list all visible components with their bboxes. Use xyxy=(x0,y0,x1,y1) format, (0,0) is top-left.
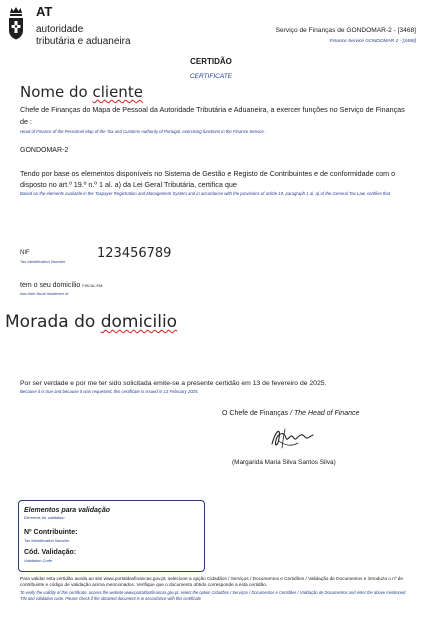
service-name: GONDOMAR-2 xyxy=(20,147,69,154)
footer-instructions-translation: To verify the validity of this certificate, access the website www.portaldasfinancas.gov.pt, select the option Cidadãos / Serviços / Documentos e Certidões / Validação de Documentos and enter the above mentioned TIN and validation code. Please check if the obtained document is in accordance with this certificate xyxy=(20,590,406,601)
validation-tin-label: Nº Contribuinte: xyxy=(24,529,78,536)
logo-text-line2: tributária e aduaneira xyxy=(36,36,131,47)
validation-title: Elementos para validação xyxy=(24,507,110,514)
document-title-translation: CERTIFICATE xyxy=(189,73,232,80)
validation-tin-label-translation: Tax Identification Number xyxy=(24,538,70,543)
logo-text-line1: autoridade xyxy=(36,24,84,35)
basis-paragraph-translation: Based on the elements available in the Taxpayer Registration and Management System and in accordance with the provisions of article 19, paragraph 1 al. a) of the General Tax Law, certifies that xyxy=(20,191,391,196)
intro-paragraph: Chefe de Finanças do Mapa de Pessoal da Autoridade Tributária e Aduaneira, a exercer funções no Serviço de Finanças de : xyxy=(20,105,405,126)
issuing-service-translation: Finance Service GONDOMAR-2 - [3468] xyxy=(329,39,416,44)
validation-title-translation: Elements for validation xyxy=(24,515,65,520)
footer-instructions: Para validar esta certidão aceda ao site www.portaldasfinancas.gov.pt, selecione a opção Cidadãos / Serviços / Documentos e Certidões / Validação de Documentos e introduza o nº de contribuinte e código de validação acima mencionados. Verifique que o documento obtido corresponde a esta certidão. xyxy=(20,576,404,587)
client-name-misspelled-word: cliente xyxy=(92,83,143,101)
handwritten-signature xyxy=(270,424,314,452)
client-name-prefix: Nome do xyxy=(20,83,88,101)
signatory-role xyxy=(222,409,359,419)
client-name-field[interactable] xyxy=(20,83,143,102)
validation-code-label-translation: Validation Code xyxy=(24,558,53,563)
domicile-label-tail: FISCAL EM: xyxy=(82,284,104,288)
signatory-role-en: / The Head of Finance xyxy=(290,410,360,417)
address-prefix: Morada do xyxy=(5,312,96,332)
issuance-statement: Por ser verdade e por me ter sido solicitada emite-se a presente certidão em 13 de fevereiro de 2025. xyxy=(20,380,327,387)
issuing-service: Serviço de Finanças de GONDOMAR-2 - [3468] xyxy=(275,27,416,34)
issuance-statement-translation: Because it is true and because it was requested, this certificate is issued in 13 February 2025. xyxy=(20,389,199,394)
nif-value-field[interactable]: 123456789 xyxy=(97,246,172,261)
intro-paragraph-translation: Head of Finance of the Personnel Map of the Tax and Customs Authority of Portugal, exercising functions in the Finance Service : xyxy=(20,129,267,134)
address-field[interactable] xyxy=(5,311,177,333)
validation-code-label: Cód. Validação: xyxy=(24,549,77,556)
signatory-name: (Margarida Maria Silva Santos Silva) xyxy=(232,459,336,466)
signatory-role-pt: O Chefe de Finanças xyxy=(222,410,289,417)
address-misspelled-word: domicilio xyxy=(100,312,178,332)
basis-paragraph: Tendo por base os elementos disponíveis no Sistema de Gestão e Registo de Contribuintes e de conformidade com o disposto no art.º 19.º n.º 1 al. a) da Lei Geral Tributária, certifica que xyxy=(20,169,396,189)
coat-of-arms-icon xyxy=(8,6,24,40)
nif-label: NIF xyxy=(20,250,30,256)
domicile-label-text: tem o seu domicílio xyxy=(20,282,81,289)
nif-label-translation: Tax Identification Number xyxy=(20,259,66,264)
domicile-label xyxy=(20,281,103,291)
domicile-label-translation: has their fiscal residence in: xyxy=(20,291,70,296)
logo-abbreviation: AT xyxy=(36,4,53,19)
document-title: CERTIDÃO xyxy=(190,57,232,66)
